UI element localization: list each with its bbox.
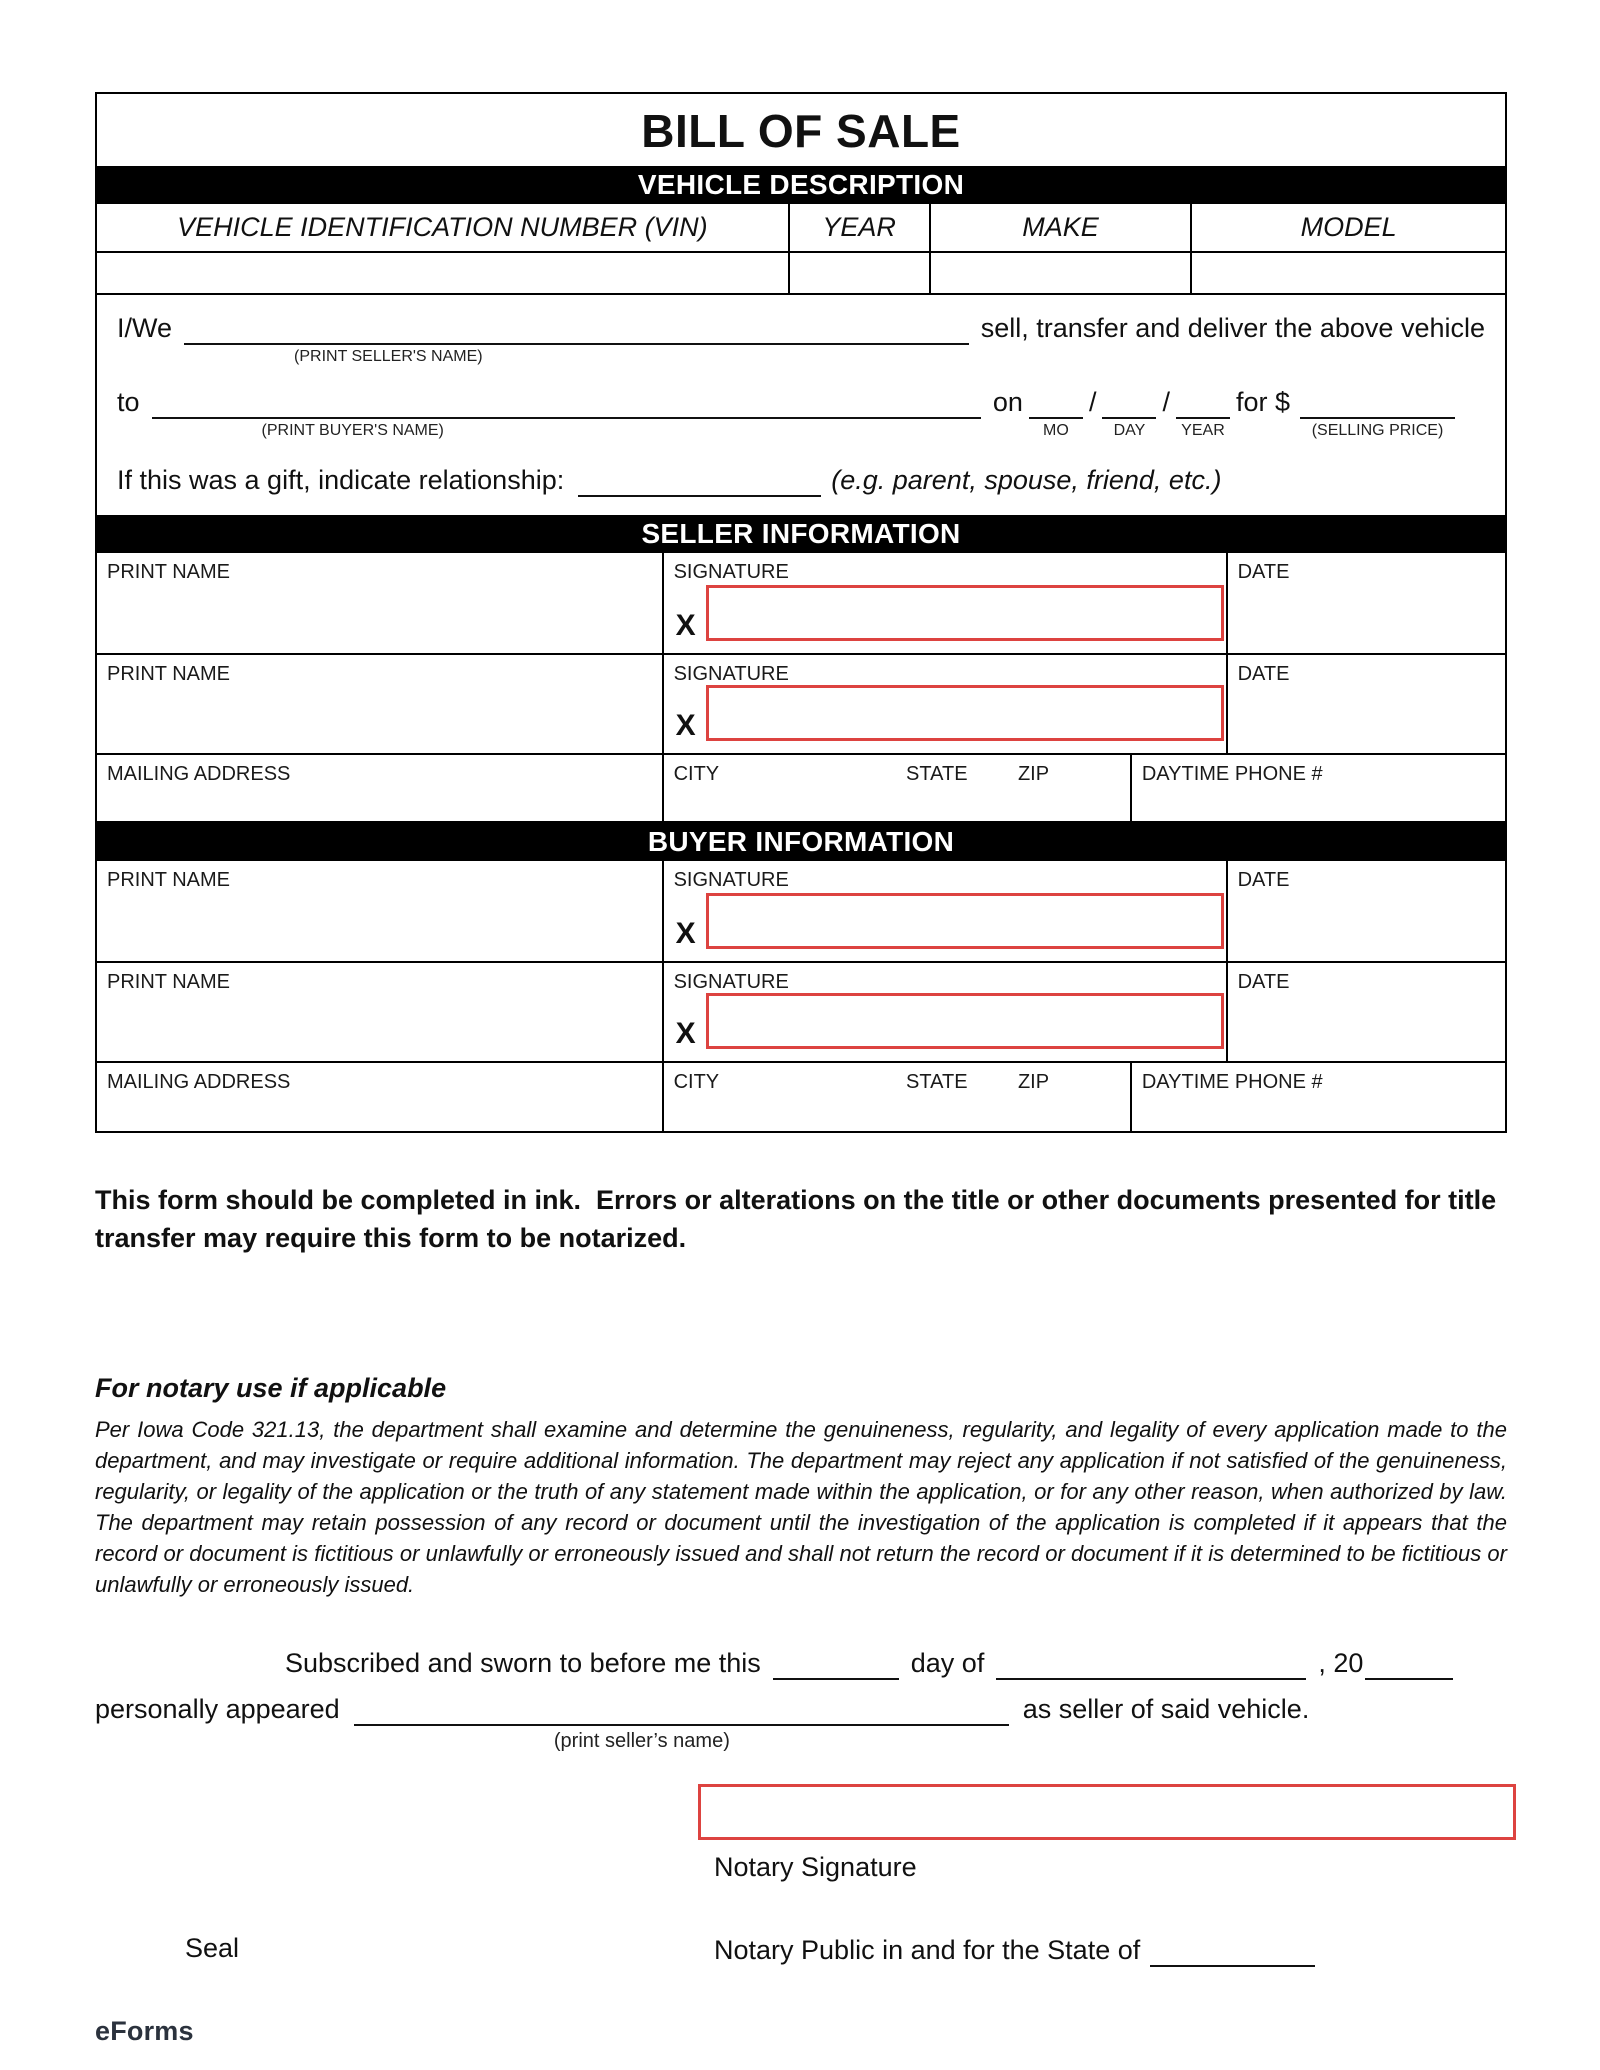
seller-city-state-zip-field[interactable] <box>662 755 1132 821</box>
year-column-header: YEAR <box>790 204 931 253</box>
signature-x-mark: X <box>675 709 696 742</box>
iwe-label: I/We <box>117 313 173 343</box>
seller-signature-cell-2 <box>662 655 1228 753</box>
month-hint: MO <box>1043 422 1069 439</box>
daytime-phone-label: DAYTIME PHONE # <box>1141 763 1323 785</box>
year-value-field[interactable] <box>790 253 931 295</box>
print-name-label: PRINT NAME <box>107 663 230 685</box>
buyer-mailing-row <box>97 1061 1505 1131</box>
signature-label: SIGNATURE <box>673 869 789 891</box>
state-label: STATE <box>906 1071 968 1093</box>
model-column-header: MODEL <box>1192 204 1505 253</box>
seller-signature-box-1[interactable] <box>706 585 1224 641</box>
notary-seller-name-blank[interactable] <box>354 1696 1009 1752</box>
notary-day-number-blank[interactable] <box>773 1650 899 1680</box>
make-value-field[interactable] <box>931 253 1193 295</box>
notary-public-text: Notary Public in and for the State of <box>714 1935 1141 1965</box>
zip-label: ZIP <box>1017 1071 1050 1093</box>
seller-row-2 <box>97 653 1505 753</box>
ink-notice: This form should be completed in ink. Errors or alterations on the title or other documents presented for title transfer may require this form to be notarized. <box>95 1185 1497 1253</box>
year-hint: YEAR <box>1181 422 1225 439</box>
signature-x-mark: X <box>675 917 696 950</box>
seller-mailing-address-field[interactable] <box>97 755 662 821</box>
personally-appeared-line <box>95 1692 1507 1752</box>
buyer-date-field-1[interactable] <box>1228 861 1505 961</box>
buyer-name-blank[interactable] <box>152 389 981 439</box>
buyer-row-1 <box>97 861 1505 961</box>
day-of-text: day of <box>910 1648 985 1678</box>
year-20-text: , 20 <box>1318 1648 1364 1678</box>
print-name-label: PRINT NAME <box>107 561 230 583</box>
buyer-signature-cell-2 <box>662 963 1228 1061</box>
iowa-code-paragraph: Per Iowa Code 321.13, the department shall examine and determine the genuineness, regularity, and legality of every application made to the department, and may investigate or require additional information. The department may reject any application if not satisfied of the genuineness, regularity, or legality of the application or the truth of any statement made within the application, or for any other reason, when authorized by law. The department may retain possession of any record or document until the investigation of the application is completed if it appears that the record or document is fictitious or unlawfully or erroneously issued and shall not return the record or document if it is determined to be fictitious or unlawfully or erroneously issued. <box>95 1417 1507 1597</box>
date-label: DATE <box>1237 663 1290 685</box>
buyer-phone-field[interactable] <box>1132 1063 1505 1131</box>
daytime-phone-label: DAYTIME PHONE # <box>1141 1071 1323 1093</box>
notary-year-blank[interactable] <box>1365 1650 1453 1680</box>
day-hint: DAY <box>1113 422 1146 439</box>
signature-x-mark: X <box>675 609 696 642</box>
print-name-label: PRINT NAME <box>107 971 230 993</box>
city-label: CITY <box>673 1071 720 1093</box>
model-value-field[interactable] <box>1192 253 1505 295</box>
gift-label: If this was a gift, indicate relationship: <box>117 465 565 495</box>
notary-signature-box[interactable] <box>698 1784 1516 1840</box>
day-blank[interactable] <box>1102 389 1156 439</box>
seller-section-header: SELLER INFORMATION <box>97 515 1505 553</box>
year-blank[interactable] <box>1176 389 1230 439</box>
vehicle-description-header: VEHICLE DESCRIPTION <box>97 166 1505 204</box>
signature-label: SIGNATURE <box>673 663 789 685</box>
seller-name-blank[interactable] <box>184 315 969 365</box>
seller-row-1 <box>97 553 1505 653</box>
signature-label: SIGNATURE <box>673 971 789 993</box>
buyer-signature-box-2[interactable] <box>706 993 1224 1049</box>
buyer-name-hint: (PRINT BUYER'S NAME) <box>261 422 444 439</box>
signature-label: SIGNATURE <box>673 561 789 583</box>
statement-line-1 <box>117 311 1485 365</box>
vin-column-header: VEHICLE IDENTIFICATION NUMBER (VIN) <box>97 204 790 253</box>
print-seller-name-hint: (print seller’s name) <box>553 1730 730 1752</box>
selling-price-hint: (SELLING PRICE) <box>1311 422 1444 439</box>
eforms-logo: eForms <box>95 2016 194 2046</box>
notary-signature-label: Notary Signature <box>714 1852 917 1882</box>
personally-appeared-text: personally appeared <box>95 1694 340 1724</box>
statement-line-2 <box>117 385 1485 439</box>
on-label: on <box>992 387 1023 417</box>
mailing-address-label: MAILING ADDRESS <box>107 763 291 785</box>
make-column-header: MAKE <box>931 204 1193 253</box>
sale-statement <box>97 295 1505 515</box>
seller-date-field-1[interactable] <box>1228 553 1505 653</box>
selling-price-blank[interactable] <box>1300 389 1455 439</box>
seller-signature-box-2[interactable] <box>706 685 1224 741</box>
buyer-print-name-field-1[interactable] <box>97 861 662 961</box>
buyer-print-name-field-2[interactable] <box>97 963 662 1061</box>
buyer-signature-cell-1 <box>662 861 1228 961</box>
seller-mailing-row <box>97 753 1505 823</box>
date-label: DATE <box>1237 561 1290 583</box>
city-label: CITY <box>673 763 720 785</box>
as-seller-text: as seller of said vehicle. <box>1022 1694 1310 1724</box>
sell-transfer-text: sell, transfer and deliver the above vehicle <box>980 313 1485 343</box>
page-title: BILL OF SALE <box>641 105 961 157</box>
seal-row <box>95 1933 1507 1973</box>
subscribed-line <box>95 1646 1507 1680</box>
gift-example-hint: (e.g. parent, spouse, friend, etc.) <box>831 465 1222 495</box>
buyer-date-field-2[interactable] <box>1228 963 1505 1061</box>
subscribed-text: Subscribed and sworn to before me this <box>285 1648 761 1678</box>
notary-use-heading: For notary use if applicable <box>95 1373 447 1403</box>
buyer-section-header: BUYER INFORMATION <box>97 823 1505 861</box>
date-label: DATE <box>1237 869 1290 891</box>
seller-signature-cell-1 <box>662 553 1228 653</box>
buyer-city-state-zip-field[interactable] <box>662 1063 1132 1131</box>
notary-public-state-line <box>714 1933 1315 1967</box>
mailing-address-label: MAILING ADDRESS <box>107 1071 291 1093</box>
seal-label: Seal <box>185 1933 240 1963</box>
print-name-label: PRINT NAME <box>107 869 230 891</box>
for-price-label: for $ <box>1235 387 1290 417</box>
seller-date-field-2[interactable] <box>1228 655 1505 753</box>
statement-line-3 <box>117 463 1485 497</box>
seller-phone-field[interactable] <box>1132 755 1505 821</box>
zip-label: ZIP <box>1017 763 1050 785</box>
vehicle-table-header-row <box>97 204 1505 253</box>
state-label: STATE <box>906 763 968 785</box>
seller-name-hint: (PRINT SELLER'S NAME) <box>294 348 483 365</box>
buyer-signature-box-1[interactable] <box>706 893 1224 949</box>
date-label: DATE <box>1237 971 1290 993</box>
notary-month-blank[interactable] <box>996 1650 1306 1680</box>
month-blank[interactable] <box>1029 389 1083 439</box>
notary-state-blank[interactable] <box>1150 1937 1315 1967</box>
signature-x-mark: X <box>675 1017 696 1050</box>
to-label: to <box>117 387 140 417</box>
vin-value-field[interactable] <box>97 253 790 295</box>
date-slash-1: / <box>1088 387 1097 417</box>
buyer-row-2 <box>97 961 1505 1061</box>
seller-print-name-field-1[interactable] <box>97 553 662 653</box>
gift-relationship-blank[interactable] <box>578 467 821 497</box>
date-slash-2: / <box>1162 387 1170 417</box>
buyer-mailing-address-field[interactable] <box>97 1063 662 1131</box>
vehicle-table-value-row <box>97 253 1505 295</box>
bill-of-sale-form <box>95 92 1507 1133</box>
seller-print-name-field-2[interactable] <box>97 655 662 753</box>
